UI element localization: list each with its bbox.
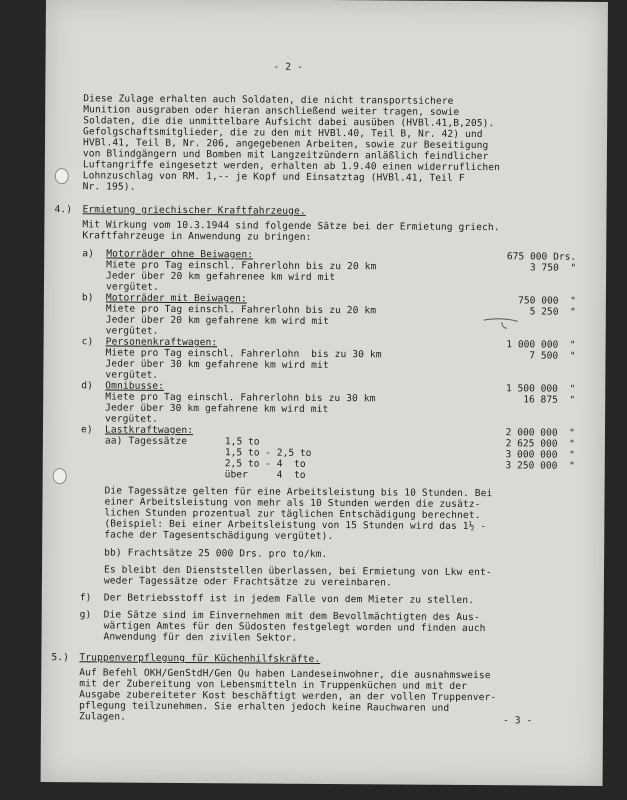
amount: 16 875 " (523, 394, 576, 406)
section-line: mit der Zubereitung von Lebensmitteln in Truppenküchen und mit der (79, 678, 468, 692)
amount: 3 250 000 " (505, 460, 575, 472)
section-lead-line: Kraftfahrzeuge in Anwendung zu bringen: (82, 230, 312, 243)
remark-line: weder Tagessätze oder Frachtsätze zu vereinbaren. (103, 575, 392, 589)
item-line: Miete pro Tag einschl. Fahrerlohn bis zu 30 km (105, 391, 376, 405)
punch-hole (55, 168, 69, 184)
amount: 5 250 " (529, 306, 576, 318)
tonnage-range: über 4 to (224, 469, 306, 481)
intro-line: Nr. 195). (82, 181, 136, 193)
item-line: Miete pro Tag einschl. Fahrerlohn bis zu 20 km (105, 303, 377, 317)
section-line: pflegung teilzunehmen. Sie erhalten jedoch keine Rauchwaren und (79, 700, 450, 714)
punch-hole (53, 468, 67, 484)
amount: 1 000 000 " (506, 339, 576, 351)
section-line: Auf Befehl OKH/GenStdH/Gen Qu haben Landeseinwohner, die ausnahmsweise (79, 667, 491, 682)
item-title: Motorräder ohne Beiwagen: (106, 248, 254, 261)
amount: 1 500 000 " (505, 383, 576, 395)
handwritten-mark-icon (482, 316, 522, 330)
section-title: Ermietung griechischer Kraftfahrzeuge. (82, 204, 306, 217)
intro-line: Lohnzuschlag von RM. 1,-- je Kopf und Einsatztag (HVBl.41, Teil F (82, 170, 465, 184)
item-title: Motorräder mit Beiwagen: (105, 292, 247, 305)
page-number-header: - 2 - (273, 61, 303, 73)
item-title: Lastkraftwagen: (104, 424, 194, 437)
amount: 750 000 " (518, 295, 576, 307)
amount: 3 750 " (529, 262, 577, 274)
intro-line: Soldaten, die die unmittelbare Aufsicht dabei ausüben (HVBl.41,B,205). (83, 115, 495, 130)
section-number: 4.) (54, 204, 73, 216)
item-line: Jeder über 30 km gefahrene km wird mit (105, 402, 329, 416)
item-letter: g) (79, 609, 92, 621)
item-line: vergütet. (105, 281, 159, 293)
item-line: Miete pro Tag einschl. Fahrerlohn bis zu 30 km (105, 347, 382, 361)
note-line: (Beispiel: Bei einer Arbeitsleistung von 15 Stunden wird das 1½ - (104, 518, 487, 533)
section-number: 5.) (51, 652, 70, 664)
intro-line: Diese Zulage erhalten auch Soldaten, die nicht transportsichere (83, 93, 454, 107)
item-letter: e) (80, 424, 93, 436)
item-line: vergütet. (105, 369, 159, 381)
note-line: lichen Stunden prozentual zur täglichen Entschädigung berechnet. (104, 507, 481, 522)
tonnage-range: 1,5 to (224, 436, 260, 448)
tonnage-range: 1,5 to - 2,5 to (224, 447, 312, 459)
section-line: Ausgabe zubereiteter Kost beschäftigt werden, an der vollen Truppenver- (79, 689, 497, 704)
item-title: Omnibusse: (105, 380, 165, 392)
item-line: vergütet. (105, 325, 159, 337)
amount: 3 000 000 " (505, 449, 575, 461)
intro-line: von Blindgängern und Bomben mit Langzeitzündern anläßlich feindlicher (82, 148, 489, 163)
item-line: Jeder über 20 km gefahrene km wird mit (105, 314, 330, 328)
note-line: Die Tagessätze gelten für eine Arbeitsleistung bis 10 Stunden. Bei (104, 485, 493, 500)
item-title: Personenkraftwagen: (105, 336, 218, 349)
item-line: Miete pro Tag einschl. Fahrerlohn bis zu 20 km (106, 259, 377, 273)
remark-line: Es bleibt den Dienststellen überlassen, bei Ermietung von Lkw ent- (103, 564, 492, 579)
item-line: Jeder über 30 km gefahrene km wird mit (105, 358, 329, 372)
item-letter: b) (81, 292, 94, 304)
item-letter: f) (79, 592, 92, 604)
item-letter: c) (81, 336, 94, 348)
item-line: Jeder über 20 km gefahrenee km wird mit (106, 270, 336, 284)
amount: 675 000 Drs. (506, 251, 577, 263)
intro-line: Gefolgschaftsmitglieder, die zu den mit HVBl.40, Teil B, Nr. 42) und (83, 126, 483, 141)
amount: 2 000 000 " (505, 427, 576, 439)
item-line: wärtigen Amtes für den Südosten festgelegt worden und finden auch (103, 620, 486, 635)
item-line: Der Betriebsstoff ist in jedem Falle von dem Mieter zu stellen. (103, 592, 475, 607)
tonnage-range: 2,5 to - 4 to (224, 458, 306, 470)
note-line: fache der Tagesentschädigung vergütet). (104, 529, 334, 543)
section-lead-line: Mit Wirkung vom 10.3.1944 sind folgende Sätze bei der Ermietung griech. (82, 219, 500, 234)
subitem-label: aa) Tagessätze (104, 435, 188, 448)
section-line: Zulagen. (78, 711, 127, 723)
amount: 7 500 " (529, 350, 576, 362)
intro-line: Luftangriffe eingesetzt werden, erhalten ab 1.9.40 einen widerruflichen (82, 159, 501, 174)
intro-line: HVBl.41, Teil B, Nr. 206, angegebenen Arbeiten, sowie zur Beseitigung (82, 137, 489, 152)
document-page (41, 0, 608, 786)
intro-line: Munition ausgraben oder hieran anschließend weiter tragen, sowie (83, 104, 460, 118)
note-line: einer Arbeitsleistung von mehr als 10 Stunden werden die zusätz- (104, 496, 481, 511)
amount: 2 625 000 " (505, 438, 575, 450)
section-title: Truppenverpflegung für Küchenhilfskräfte. (79, 652, 321, 665)
item-line: Die Sätze sind im Einvernehmen mit dem Bevollmächtigten des Aus- (103, 609, 480, 624)
item-line: Anwendung für den zivilen Sektor. (103, 631, 298, 644)
item-letter: a) (82, 248, 95, 260)
item-letter: d) (81, 380, 94, 392)
subitem-freight: bb) Frachtsätze 25 000 Drs. pro to/km. (104, 547, 328, 561)
page-number-footer: - 3 - (502, 715, 533, 727)
item-line: vergütet. (105, 413, 158, 425)
